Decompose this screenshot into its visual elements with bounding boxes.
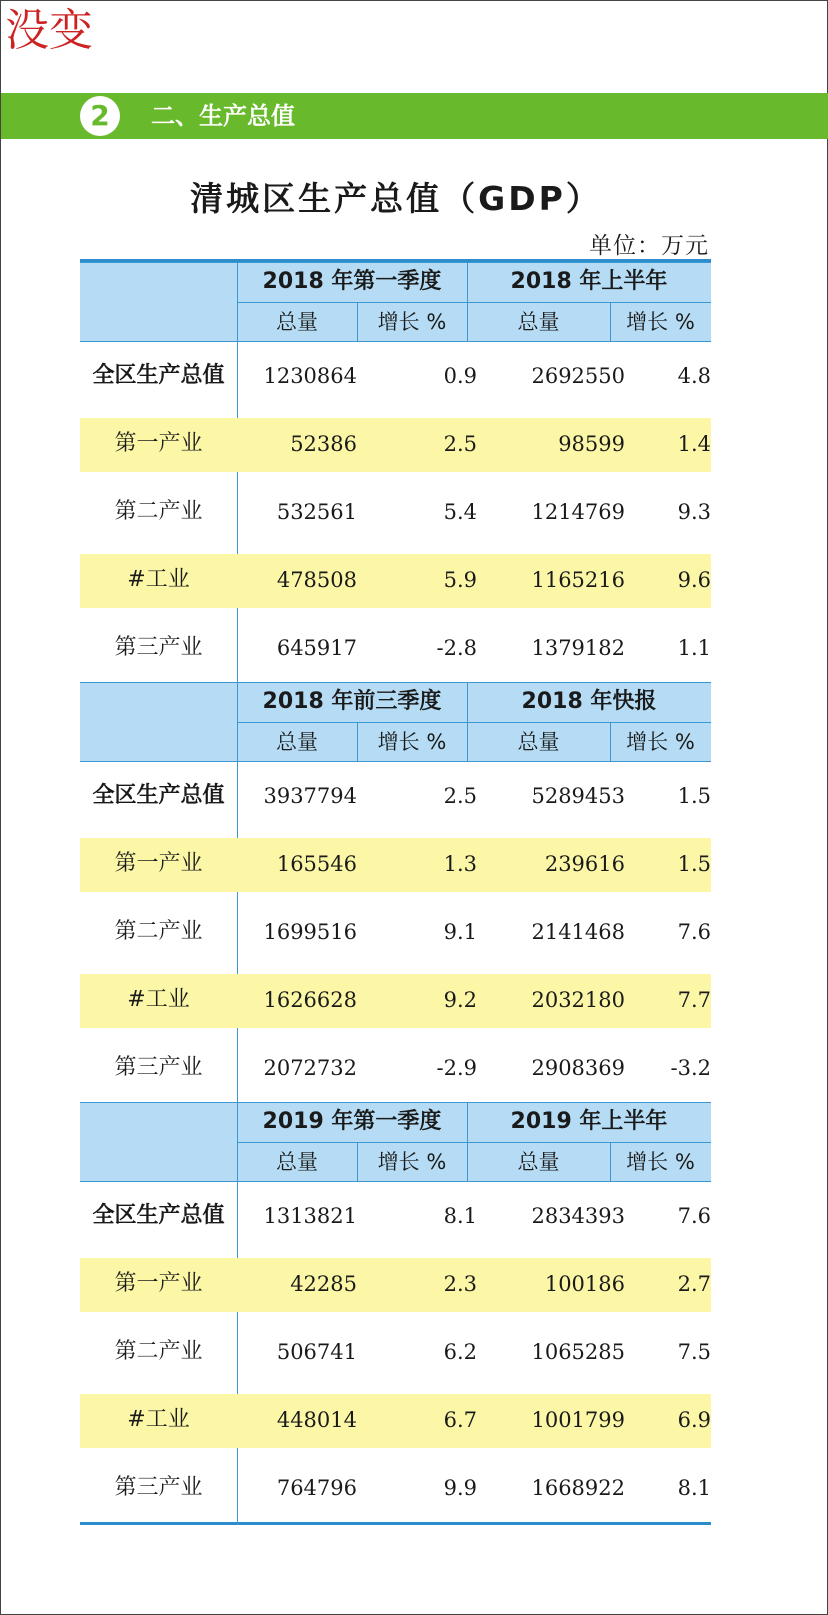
table-cell: 9.9 (443, 1476, 477, 1500)
table-cell: 1.5 (677, 784, 711, 808)
row-label: 第一产业 (114, 851, 203, 876)
table-cell: 8.1 (677, 1476, 711, 1500)
table-cell: 2072732 (263, 1056, 357, 1080)
table-cell: 764796 (276, 1476, 357, 1500)
row-label: 第二产业 (114, 1339, 203, 1364)
row-label: 第一产业 (114, 1271, 203, 1296)
growth-heading: 增长 % (626, 730, 695, 754)
table-cell: 1.4 (677, 432, 711, 456)
unit-label: 单位：万元 (589, 233, 709, 259)
table-cell: 42285 (290, 1272, 357, 1296)
row-label: 第二产业 (114, 499, 203, 524)
period-heading: 2019 年上半年 (510, 1109, 668, 1134)
growth-heading: 增长 % (377, 730, 447, 754)
table-row (80, 1386, 711, 1454)
table-cell: 1.5 (677, 852, 711, 876)
table-cell: 478508 (276, 568, 357, 592)
table-bottom-rule (80, 1522, 711, 1525)
total-heading: 总量 (276, 1150, 318, 1174)
row-label: 全区生产总值 (92, 1203, 225, 1228)
table-cell: 9.3 (677, 500, 711, 524)
table-row (80, 966, 711, 1034)
table-cell: 6.9 (677, 1408, 711, 1432)
table-cell: 7.6 (677, 1204, 711, 1228)
total-heading: 总量 (276, 310, 318, 334)
table-cell: 2.3 (443, 1272, 477, 1296)
table-row (80, 1454, 711, 1522)
table-cell: 2834393 (531, 1204, 625, 1228)
table-row (80, 1034, 711, 1102)
table-row (80, 342, 711, 410)
table-cell: 5.9 (443, 568, 477, 592)
row-label: #工业 (127, 567, 190, 592)
row-label: 第二产业 (114, 919, 203, 944)
growth-heading: 增长 % (626, 310, 695, 334)
row-label: 第三产业 (114, 1475, 203, 1500)
table-cell: 1065285 (531, 1340, 625, 1364)
table-cell: -3.2 (670, 1056, 711, 1080)
table-cell: 1230864 (263, 364, 357, 388)
table-row (80, 614, 711, 682)
table-cell: 1626628 (263, 988, 357, 1012)
table-row (80, 546, 711, 614)
table-cell: 2908369 (531, 1056, 625, 1080)
row-label: 第三产业 (114, 1055, 203, 1080)
table-header (80, 682, 711, 762)
table-cell: 6.2 (443, 1340, 477, 1364)
table-cell: 98599 (558, 432, 625, 456)
table-cell: 1668922 (531, 1476, 625, 1500)
period-heading: 2018 年前三季度 (262, 689, 442, 714)
table-cell: 2692550 (531, 364, 625, 388)
table-cell: 239616 (544, 852, 625, 876)
table-cell: -2.8 (436, 636, 477, 660)
table-cell: 1.3 (443, 852, 477, 876)
row-label: 全区生产总值 (92, 783, 225, 808)
table-cell: 9.6 (677, 568, 711, 592)
table-row (80, 478, 711, 546)
table-header (80, 259, 711, 342)
table-cell: 8.1 (443, 1204, 477, 1228)
table-row (80, 1182, 711, 1250)
growth-heading: 增长 % (626, 1150, 695, 1174)
table-cell: 165546 (276, 852, 357, 876)
table-cell: 0.9 (443, 364, 477, 388)
table-header (80, 1102, 711, 1182)
row-label: #工业 (127, 987, 190, 1012)
table-cell: 1.1 (677, 636, 711, 660)
table-cell: 5.4 (443, 500, 477, 524)
period-heading: 2018 年上半年 (510, 269, 668, 294)
table-cell: 1379182 (531, 636, 625, 660)
table-cell: 4.8 (677, 364, 711, 388)
table-cell: 645917 (276, 636, 357, 660)
section-banner (1, 93, 828, 139)
total-heading: 总量 (517, 310, 560, 334)
table-title: 清城区生产总值（GDP） (190, 179, 602, 218)
total-heading: 总量 (276, 730, 318, 754)
section-title: 二、生产总值 (151, 102, 295, 130)
handwritten-note: 没变 (5, 5, 93, 56)
table-row (80, 1250, 711, 1318)
table-cell: 2.7 (677, 1272, 711, 1296)
table-cell: 7.6 (677, 920, 711, 944)
table-row (80, 898, 711, 966)
growth-heading: 增长 % (377, 1150, 447, 1174)
row-label: 第三产业 (114, 635, 203, 660)
total-heading: 总量 (517, 730, 560, 754)
table-cell: 1214769 (531, 500, 625, 524)
table-cell: 448014 (276, 1408, 357, 1432)
table-row (80, 762, 711, 830)
period-heading: 2018 年第一季度 (262, 269, 442, 294)
table-cell: 1001799 (531, 1408, 625, 1432)
table-cell: 3937794 (263, 784, 357, 808)
row-label: 第一产业 (114, 431, 203, 456)
gdp-table (80, 259, 711, 1525)
table-row (80, 830, 711, 898)
table-cell: 2.5 (443, 432, 477, 456)
table-cell: 1313821 (263, 1204, 357, 1228)
row-label: #工业 (127, 1407, 190, 1432)
table-row (80, 1318, 711, 1386)
table-cell: 1699516 (263, 920, 357, 944)
total-heading: 总量 (517, 1150, 560, 1174)
table-cell: 532561 (276, 500, 357, 524)
table-cell: 100186 (544, 1272, 625, 1296)
table-cell: 52386 (290, 432, 357, 456)
table-cell: 506741 (276, 1340, 357, 1364)
table-cell: 5289453 (531, 784, 625, 808)
table-cell: 1165216 (531, 568, 625, 592)
table-cell: 7.7 (677, 988, 711, 1012)
growth-heading: 增长 % (377, 310, 447, 334)
period-heading: 2018 年快报 (521, 689, 657, 714)
table-cell: 9.2 (443, 988, 477, 1012)
table-cell: 2141468 (531, 920, 625, 944)
period-heading: 2019 年第一季度 (262, 1109, 442, 1134)
table-cell: -2.9 (436, 1056, 477, 1080)
table-cell: 9.1 (443, 920, 477, 944)
row-label: 全区生产总值 (92, 363, 225, 388)
table-row (80, 410, 711, 478)
table-cell: 6.7 (443, 1408, 477, 1432)
table-cell: 2032180 (531, 988, 625, 1012)
table-cell: 2.5 (443, 784, 477, 808)
section-number-badge: 2 (80, 96, 120, 136)
table-cell: 7.5 (677, 1340, 711, 1364)
